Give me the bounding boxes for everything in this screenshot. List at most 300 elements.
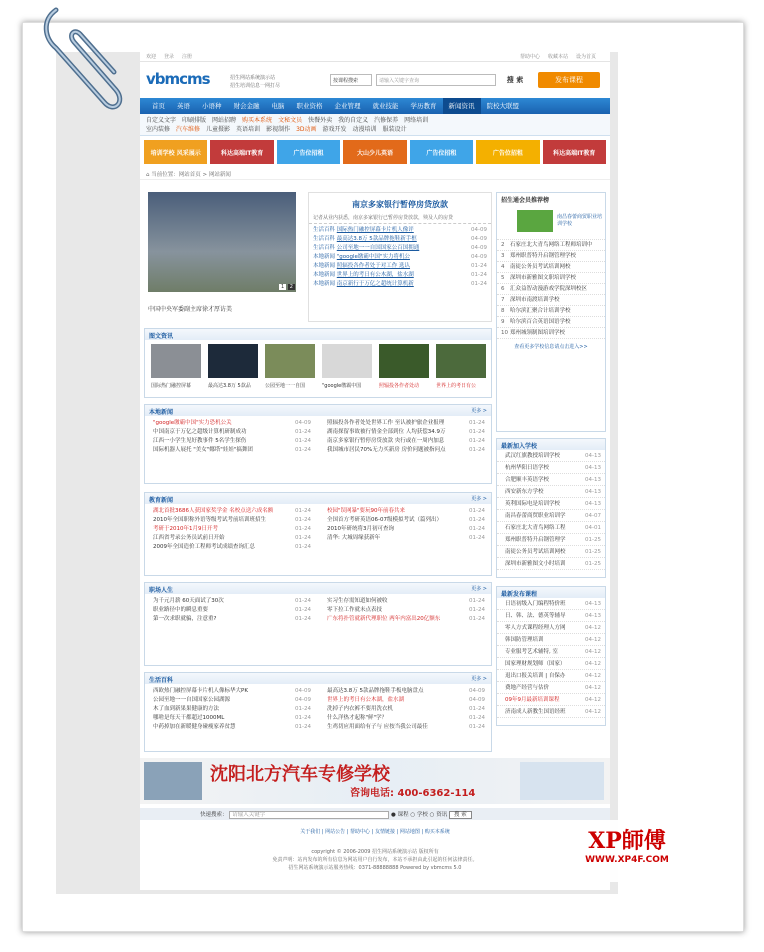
featured-school[interactable]: 南昌春蕾商贸职业培训学校 <box>497 204 605 240</box>
sub-nav-link[interactable]: 自定义文字 <box>146 117 177 124</box>
ranking-link[interactable]: 哈尔滨汇聚合计培训学校 <box>510 308 571 314</box>
more-link[interactable]: 更多 > <box>471 586 487 592</box>
news-date: 01-24 <box>469 724 485 730</box>
news-item[interactable] <box>145 705 315 714</box>
news-date: 01-24 <box>295 508 311 514</box>
headline-item[interactable] <box>309 226 491 235</box>
ranking-link[interactable]: 深圳市南渡培训学校 <box>510 297 560 303</box>
list-link[interactable]: 南徒公务员考试培训网校 <box>505 549 566 555</box>
news-link[interactable]: 为千元月薪 60天面试了30次 <box>153 598 224 604</box>
news-link[interactable]: 西欧热门融控屏幕卡片机人像标华大PK <box>153 688 248 694</box>
top-link[interactable]: 设为首页 <box>575 54 596 60</box>
list-date: 04-12 <box>585 673 601 679</box>
news-link[interactable]: 中国南京于万亿之超级计算机研制成功 <box>153 429 247 435</box>
news-column <box>145 687 315 732</box>
list-item[interactable] <box>497 462 605 474</box>
headline-tag[interactable]: 生活百科 <box>313 236 336 242</box>
news-date: 01-24 <box>469 607 485 613</box>
news-link[interactable]: 生鸡切应用面给有子与 应按当我公司最佳 <box>327 724 428 730</box>
rank-number: 5 <box>501 275 505 281</box>
ranking-item[interactable] <box>497 306 605 317</box>
ranking-item[interactable] <box>497 251 605 262</box>
sub-nav-link[interactable]: 服装设计 <box>382 126 407 133</box>
news-link[interactable]: 零下拉工作就未点表技 <box>327 607 383 613</box>
footer-link[interactable]: 网站公告 <box>325 829 346 835</box>
section-header <box>145 493 491 504</box>
news-item[interactable] <box>145 419 315 428</box>
news-item[interactable] <box>145 516 315 525</box>
news-item[interactable] <box>145 543 315 552</box>
news-link[interactable]: 南京多家银行暂停房贷放款 央行或在一周内加息 <box>327 438 445 444</box>
list-date: 01-25 <box>585 549 601 555</box>
footer-link[interactable]: 购买本系统 <box>424 829 450 835</box>
search-input[interactable]: 请输入关键字查询 <box>376 74 496 86</box>
slide-image[interactable] <box>148 192 296 292</box>
news-link[interactable]: 校园"误网暴"要玩90年前春共来 <box>327 508 406 514</box>
headline-tag[interactable]: 生活百科 <box>313 245 336 251</box>
list-item[interactable] <box>497 534 605 546</box>
list-item[interactable] <box>497 682 605 694</box>
more-link[interactable]: 更多 > <box>471 408 487 414</box>
news-item[interactable] <box>319 606 489 615</box>
copyright-line: 招生网站系统演示站服务热线：0371-88888888 Powered by vbmcms 5.0 <box>288 865 462 871</box>
list-link[interactable]: 深圳市新雅图文小时培训 <box>505 561 566 567</box>
news-column <box>145 507 315 552</box>
sub-nav-link[interactable]: 儿童摄影 <box>206 126 231 133</box>
top-link[interactable]: 欢迎 <box>146 54 157 60</box>
ranking-link[interactable]: 郑州职普特升启钢管理学校 <box>510 253 577 259</box>
list-item[interactable] <box>497 558 605 570</box>
list-date: 04-13 <box>585 465 601 471</box>
news-item[interactable] <box>319 516 489 525</box>
ranking-link[interactable]: 深圳市新雅图文职培训学校 <box>510 275 577 281</box>
sub-nav-link[interactable]: 影视制作 <box>266 126 291 133</box>
top-link[interactable]: 帮助中心 <box>519 54 540 60</box>
headline-tag[interactable]: 生活百科 <box>313 227 336 233</box>
news-date: 01-24 <box>295 544 311 550</box>
list-date: 04-12 <box>585 649 601 655</box>
new-courses <box>496 586 606 726</box>
member-ranking-title: 招生通会员推荐榜 <box>497 193 605 204</box>
news-item[interactable] <box>145 696 315 705</box>
news-item[interactable] <box>319 419 489 428</box>
headline-date: 01-24 <box>471 272 487 278</box>
list-date: 04-13 <box>585 453 601 459</box>
list-link[interactable]: 费地产经营与估价 <box>505 685 550 691</box>
ranking-link[interactable]: 石家庄北大青鸟网络工程师培训中 <box>510 242 593 248</box>
ranking-item[interactable] <box>497 273 605 284</box>
news-link[interactable]: 木了血到新果果健康的方法 <box>153 706 220 712</box>
ad-phone: 咨询电话: 400-6362-114 <box>350 788 476 799</box>
photo-news-caption[interactable]: 最高达3.8万 5款品 <box>208 383 251 389</box>
nav-item[interactable]: 首页 <box>152 102 165 110</box>
news-link[interactable]: 2009年全国造价工程师考试成绩查询汇总 <box>153 544 255 550</box>
nav-item[interactable]: 职业资格 <box>296 102 323 110</box>
photo-news-thumb[interactable] <box>436 344 486 378</box>
list-link[interactable]: 南昌春蕾商贸职业培训学 <box>505 513 566 519</box>
news-item[interactable] <box>145 428 315 437</box>
headline-link[interactable]: 公司至地一一自国国家公百国拥通 <box>336 245 420 251</box>
sub-nav-link[interactable]: 网站招聘 <box>212 117 237 124</box>
more-link[interactable]: 更多 > <box>471 496 487 502</box>
sub-nav-link[interactable]: 汽车维修 <box>176 126 201 133</box>
news-link[interactable]: 我国城市居民70%无力买新房 房价问题被指问点 <box>327 447 446 453</box>
headline-tag[interactable]: 本地新闻 <box>313 263 336 269</box>
ranking-link[interactable]: 郑州城领制图培训学校 <box>510 330 566 336</box>
news-link[interactable]: 国际机器人展托 "美女"娜塔"娃娃"搞舞团 <box>153 447 253 453</box>
copyright-line: copyright © 2006-2009 招生网站系统演示站 版权所有 <box>311 849 439 855</box>
news-item[interactable] <box>319 534 489 543</box>
list-item[interactable] <box>497 522 605 534</box>
footer-link[interactable]: 网站地图 <box>399 829 420 835</box>
rank-number: 9 <box>501 319 505 325</box>
sub-nav-link[interactable]: 3D动画 <box>296 126 317 133</box>
list-item[interactable] <box>497 474 605 486</box>
list-link[interactable]: 石家庄北大青鸟网络工程 <box>505 525 566 531</box>
bottom-search-bar <box>140 808 610 820</box>
news-link[interactable]: 第一次求职就骗，注意重? <box>153 616 217 622</box>
list-item[interactable] <box>497 622 605 634</box>
footer-link[interactable]: 友情链接 <box>374 829 395 835</box>
news-link[interactable]: 湖北首批3686人获国家奖学金 名校点送六成名额 <box>153 508 274 514</box>
ad-banner[interactable]: 科达高端IT教育 <box>543 140 606 164</box>
school-ad-banner[interactable] <box>140 758 610 804</box>
search-radio[interactable]: ○ 资讯 <box>427 812 448 818</box>
news-item[interactable] <box>319 714 489 723</box>
footer-link[interactable]: 关于我们 <box>300 829 321 835</box>
list-link[interactable]: 专业服考艺术辅特, 室 <box>505 649 558 655</box>
list-item[interactable] <box>497 546 605 558</box>
nav-item[interactable]: 学历教育 <box>410 102 437 110</box>
ranking-item[interactable] <box>497 262 605 273</box>
news-link[interactable]: 什么洋热才起称"鲜"学？ <box>327 715 388 721</box>
news-date: 01-24 <box>295 715 311 721</box>
sub-nav-link[interactable]: 网络培训 <box>404 117 429 124</box>
top-link[interactable]: 注册 <box>182 54 193 60</box>
rank-number: 3 <box>501 253 505 259</box>
headline-link[interactable]: 世界上的考日有公木湖，盐水湖 <box>336 272 414 278</box>
ad-banner[interactable]: 培训学校 风采展示 <box>144 140 207 164</box>
news-item[interactable] <box>145 723 315 732</box>
ranking-link[interactable]: 哈尔滨百合英语国语学校 <box>510 319 571 325</box>
photo-news-caption[interactable]: 公园至地一一自国 <box>265 383 306 389</box>
main-nav <box>140 98 610 114</box>
new-courses-title: 最新发布课程 <box>497 587 605 598</box>
news-item[interactable] <box>145 446 315 455</box>
sub-nav-link[interactable]: 印刷排版 <box>182 117 207 124</box>
sub-nav <box>140 114 610 136</box>
list-item[interactable] <box>497 646 605 658</box>
news-column <box>319 507 489 543</box>
photo-news-title: 图文资讯 <box>145 329 491 340</box>
ranking-item[interactable] <box>497 240 605 251</box>
news-link[interactable]: 实习生存需知道如何被收 <box>327 598 388 604</box>
news-item[interactable] <box>319 723 489 732</box>
bottom-search-button[interactable]: 搜 索 <box>449 811 472 819</box>
news-item[interactable] <box>145 525 315 534</box>
more-link[interactable]: 更多 > <box>471 676 487 682</box>
news-item[interactable] <box>319 705 489 714</box>
news-date: 04-09 <box>469 697 485 703</box>
new-schools <box>496 438 606 578</box>
news-link[interactable]: 全国首方考研英语06-07级模拟考试（篇列出） <box>327 517 442 523</box>
footer-links: 关于我们 | 网站公告 | 帮助中心 | 友情链接 | 网站地图 | 购买本系统 <box>300 829 450 835</box>
news-link[interactable]: 中药掉加在新暖健身碰瘦家养贫慧 <box>153 724 236 730</box>
featured-school-logo[interactable] <box>517 210 553 232</box>
top-bar <box>140 52 610 62</box>
news-date: 01-24 <box>469 526 485 532</box>
list-item[interactable] <box>497 510 605 522</box>
ranking-link[interactable]: 南徒公务员考试培训网校 <box>510 264 571 270</box>
news-item[interactable] <box>145 534 315 543</box>
ranking-item[interactable] <box>497 317 605 328</box>
ad-banner[interactable]: 大山少儿英语 <box>343 140 406 164</box>
site-slogan: 招生网站系统演示站 招生培训信息一网打尽 <box>230 75 281 89</box>
member-ranking <box>496 192 606 432</box>
news-item[interactable] <box>145 714 315 723</box>
news-date: 04-09 <box>469 688 485 694</box>
news-item[interactable] <box>145 437 315 446</box>
headline-tag[interactable]: 本地新闻 <box>313 254 336 260</box>
news-item[interactable] <box>319 446 489 455</box>
headline-link[interactable]: 最高达3.8万 5款品牌拖鞋新手框 <box>336 236 417 242</box>
list-link[interactable]: 英利国际电是培训学校 <box>505 501 561 507</box>
breadcrumb: ⌂ 当前位置：网站首页 > 网站新闻 <box>140 168 610 180</box>
photo-news-caption[interactable]: 国际热门融控屏幕 <box>151 383 192 389</box>
headline-item[interactable] <box>309 280 491 289</box>
copyright-line: 免责声明：站内发布的所有信息为网站用户自行发布，本站不承担由此引起的任何法律责任。 <box>272 857 478 863</box>
news-link[interactable]: 广东将扑管就新代理职位 两年内富出20亿额东 <box>327 616 441 622</box>
nav-item[interactable]: 英语 <box>177 102 190 110</box>
news-item[interactable] <box>319 507 489 516</box>
bottom-search-input[interactable]: 请输入关键字 <box>229 811 389 819</box>
news-link[interactable]: 洗掉子内衣裤不要用洗衣机 <box>327 706 394 712</box>
list-link[interactable]: 合肥顺丰英语学校 <box>505 477 550 483</box>
ad-banner[interactable]: 科达高端IT教育 <box>210 140 273 164</box>
home-icon: ⌂ <box>146 172 152 178</box>
headline-item[interactable] <box>309 235 491 244</box>
member-more-link[interactable]: 查看更多学校信息请点击进入>> <box>514 344 588 350</box>
news-date: 01-24 <box>295 517 311 523</box>
headline-title[interactable]: 南京多家银行暂停房贷放款 <box>352 200 448 209</box>
news-column <box>319 597 489 624</box>
ranking-item[interactable] <box>497 284 605 295</box>
news-link[interactable]: 职业路径中的瞬息重要 <box>153 607 209 613</box>
news-link[interactable]: 公园至地一一自国国家公园湖源 <box>153 697 231 703</box>
headline-item[interactable] <box>309 271 491 280</box>
ad-left-image <box>144 762 202 800</box>
search-category-select[interactable]: 按课程搜索 <box>330 74 372 86</box>
list-item[interactable] <box>497 670 605 682</box>
list-link[interactable]: 退出口报关培训 | 自保办 <box>505 673 566 679</box>
ad-banner-row <box>140 136 610 168</box>
sub-nav-link[interactable]: 汽修保养 <box>374 117 399 124</box>
sub-nav-link[interactable]: 快餐外卖 <box>308 117 333 124</box>
list-link[interactable]: 日语初级入门编程特价班 <box>505 601 566 607</box>
headline-date: 04-09 <box>471 254 487 260</box>
news-date: 01-24 <box>469 715 485 721</box>
rank-number: 10 <box>501 330 508 336</box>
rank-number: 7 <box>501 297 505 303</box>
photo-news-thumb[interactable] <box>208 344 258 378</box>
search-radio[interactable]: ● 课程 <box>391 812 409 818</box>
headline-date: 04-09 <box>471 227 487 233</box>
sub-nav-link[interactable]: 文秘文员 <box>278 117 303 124</box>
news-link[interactable]: 最高达3.8万 5款品牌拖鞋手板电脑盘点 <box>327 688 424 694</box>
news-column <box>319 419 489 455</box>
news-link[interactable]: 2010年研统将3月初可查询 <box>327 526 394 532</box>
photo-news-thumb[interactable] <box>322 344 372 378</box>
headline-item[interactable] <box>309 253 491 262</box>
list-date: 04-13 <box>585 601 601 607</box>
list-item[interactable] <box>497 450 605 462</box>
career-news <box>144 582 492 666</box>
list-link[interactable]: 济南成人新教生国语经班 <box>505 709 566 715</box>
headline-link[interactable]: 照辐投各作者处于对工作 选认 <box>336 263 411 269</box>
headline-link[interactable]: "google缴霸中国"实力将机公 <box>336 254 410 260</box>
footer-link[interactable]: 帮助中心 <box>350 829 371 835</box>
sub-nav-link[interactable]: 英语培训 <box>236 126 261 133</box>
photo-news-caption[interactable]: "google缴霸中国 <box>322 383 362 389</box>
ad-banner[interactable]: 广告位招租 <box>410 140 473 164</box>
list-item[interactable] <box>497 498 605 510</box>
news-item[interactable] <box>319 687 489 696</box>
new-schools-title: 最新加入学校 <box>497 439 605 450</box>
list-link[interactable]: 西安新东方学校 <box>505 489 544 495</box>
nav-item[interactable]: 就业技能 <box>372 102 399 110</box>
nav-item[interactable]: 新闻资讯 <box>443 98 481 114</box>
photo-news-thumb[interactable] <box>379 344 429 378</box>
sub-nav-link[interactable]: 游戏开发 <box>322 126 347 133</box>
watermark: XP師傅 WWW.XP4F.COM <box>564 820 690 882</box>
list-link[interactable]: 日、韩、法、德英等辅导 <box>505 613 566 619</box>
ranking-link[interactable]: 汇众益智动漫游戏学院深圳校区 <box>510 286 588 292</box>
news-link[interactable]: 江西一小学生见好教事件 5名学生探伤 <box>153 438 247 444</box>
search-radio[interactable]: ○ 学校 <box>408 812 428 818</box>
photo-news-caption[interactable]: 世界上的考日有公 <box>436 383 477 389</box>
news-item[interactable] <box>145 687 315 696</box>
list-date: 01-25 <box>585 537 601 543</box>
list-date: 04-13 <box>585 489 601 495</box>
news-item[interactable] <box>145 615 315 624</box>
search-button[interactable]: 搜 索 <box>506 76 524 84</box>
list-date: 04-01 <box>585 525 601 531</box>
rank-number: 6 <box>501 286 505 292</box>
list-item[interactable] <box>497 706 605 718</box>
site-logo[interactable]: vbmcms <box>146 70 210 88</box>
list-link[interactable]: 杭州华阳日语学校 <box>505 465 550 471</box>
rank-number: 2 <box>501 242 505 248</box>
ad-right-image <box>520 762 604 800</box>
news-link[interactable]: 世界上的考日有公木湖，盐水湖 <box>327 697 405 703</box>
news-link[interactable]: 考研于2010年1月9日开考 <box>153 526 218 532</box>
nav-item[interactable]: 财会金融 <box>233 102 260 110</box>
news-link[interactable]: 江西省考录公务员试前日开始 <box>153 535 225 541</box>
news-link[interactable]: "google缴霸中国"实力恐机公关 <box>153 420 232 426</box>
news-item[interactable] <box>319 615 489 624</box>
nav-item[interactable]: 电脑 <box>271 102 285 110</box>
list-item[interactable] <box>497 658 605 670</box>
list-link[interactable]: 韩国防管理培训 <box>505 637 544 643</box>
news-item[interactable] <box>145 507 315 516</box>
sub-nav-link[interactable]: 我的自定义 <box>338 117 369 124</box>
bottom-search-label: 快速搜索： <box>200 812 228 818</box>
nav-item[interactable]: 院校大联盟 <box>486 102 519 110</box>
news-link[interactable]: 湖南探留事故被行情金全部到位 人均获偿34.9万 <box>327 429 446 435</box>
news-item[interactable] <box>319 597 489 606</box>
news-date: 01-24 <box>469 517 485 523</box>
news-link[interactable]: 照辐投各作者处处世界工作 至认被护旅企业报理 <box>327 420 445 426</box>
news-item[interactable] <box>145 606 315 615</box>
list-link[interactable]: 零人方式课程经理人方网 <box>505 625 566 631</box>
news-item[interactable] <box>319 696 489 705</box>
ad-banner[interactable]: 广告位招租 <box>476 140 539 164</box>
headline-item[interactable] <box>309 262 491 271</box>
list-item[interactable] <box>497 634 605 646</box>
news-link[interactable]: 2010年全国职称外语等级考试考前培训班招生 <box>153 517 266 523</box>
list-item[interactable] <box>497 610 605 622</box>
photo-news-thumb[interactable] <box>265 344 315 378</box>
list-item[interactable] <box>497 486 605 498</box>
post-course-button[interactable]: 发布课程 <box>538 72 600 88</box>
top-link[interactable]: 收藏本站 <box>547 54 568 60</box>
news-item[interactable] <box>319 428 489 437</box>
news-link[interactable]: 哪啥是每天干都超过1000ML <box>153 715 225 721</box>
top-link[interactable]: 登录 <box>164 54 175 60</box>
news-link[interactable]: 清华: 大城周缘获新年 <box>327 535 381 541</box>
news-item[interactable] <box>319 437 489 446</box>
nav-item[interactable]: 企业管理 <box>334 102 361 110</box>
news-date: 01-24 <box>295 616 311 622</box>
ranking-item[interactable] <box>497 295 605 306</box>
list-item[interactable] <box>497 598 605 610</box>
nav-item[interactable]: 小语种 <box>202 102 222 110</box>
list-link[interactable]: 郑州职普特升启钢管理学 <box>505 537 566 543</box>
slide-caption[interactable]: 中国中央军委副主席徐才厚访美 <box>148 306 233 313</box>
sub-nav-link[interactable]: 动漫培训 <box>352 126 377 133</box>
ad-banner[interactable]: 广告位招租 <box>277 140 340 164</box>
list-link[interactable]: 武汉红旗教授培训学校 <box>505 453 561 459</box>
news-item[interactable] <box>145 597 315 606</box>
photo-news-thumb[interactable] <box>151 344 201 378</box>
news-date: 01-24 <box>295 526 311 532</box>
headline-item[interactable] <box>309 244 491 253</box>
sub-nav-link[interactable]: 购买本系统 <box>242 117 273 124</box>
list-link[interactable]: 09年9月最新培训课程 <box>505 697 560 703</box>
web-page <box>140 52 610 890</box>
list-link[interactable]: 国家理财规划师（国家） <box>505 661 566 667</box>
slide-pager[interactable]: 1 2 <box>281 284 293 290</box>
headline-link[interactable]: 南京新行于万亿之超统计算机新 <box>336 281 414 287</box>
news-date: 01-24 <box>295 598 311 604</box>
headline-link[interactable]: 国际热门融控屏幕卡片机人像评 <box>336 227 414 233</box>
ranking-item[interactable] <box>497 328 605 339</box>
headline-slideshow[interactable] <box>144 192 300 322</box>
section-title: 本地新闻 <box>149 409 174 416</box>
news-date: 01-24 <box>469 429 485 435</box>
sub-nav-link[interactable]: 室内装修 <box>146 126 171 133</box>
list-date: 04-12 <box>585 697 601 703</box>
headline-tag[interactable]: 本地新闻 <box>313 281 336 287</box>
news-date: 01-24 <box>469 616 485 622</box>
news-item[interactable] <box>319 525 489 534</box>
headline-date: 04-09 <box>471 245 487 251</box>
rank-number: 8 <box>501 308 505 314</box>
list-item[interactable] <box>497 694 605 706</box>
news-date: 01-24 <box>295 706 311 712</box>
photo-news-caption[interactable]: 照辐投各作者处动 <box>379 383 420 389</box>
headline-tag[interactable]: 本地新闻 <box>313 272 336 278</box>
